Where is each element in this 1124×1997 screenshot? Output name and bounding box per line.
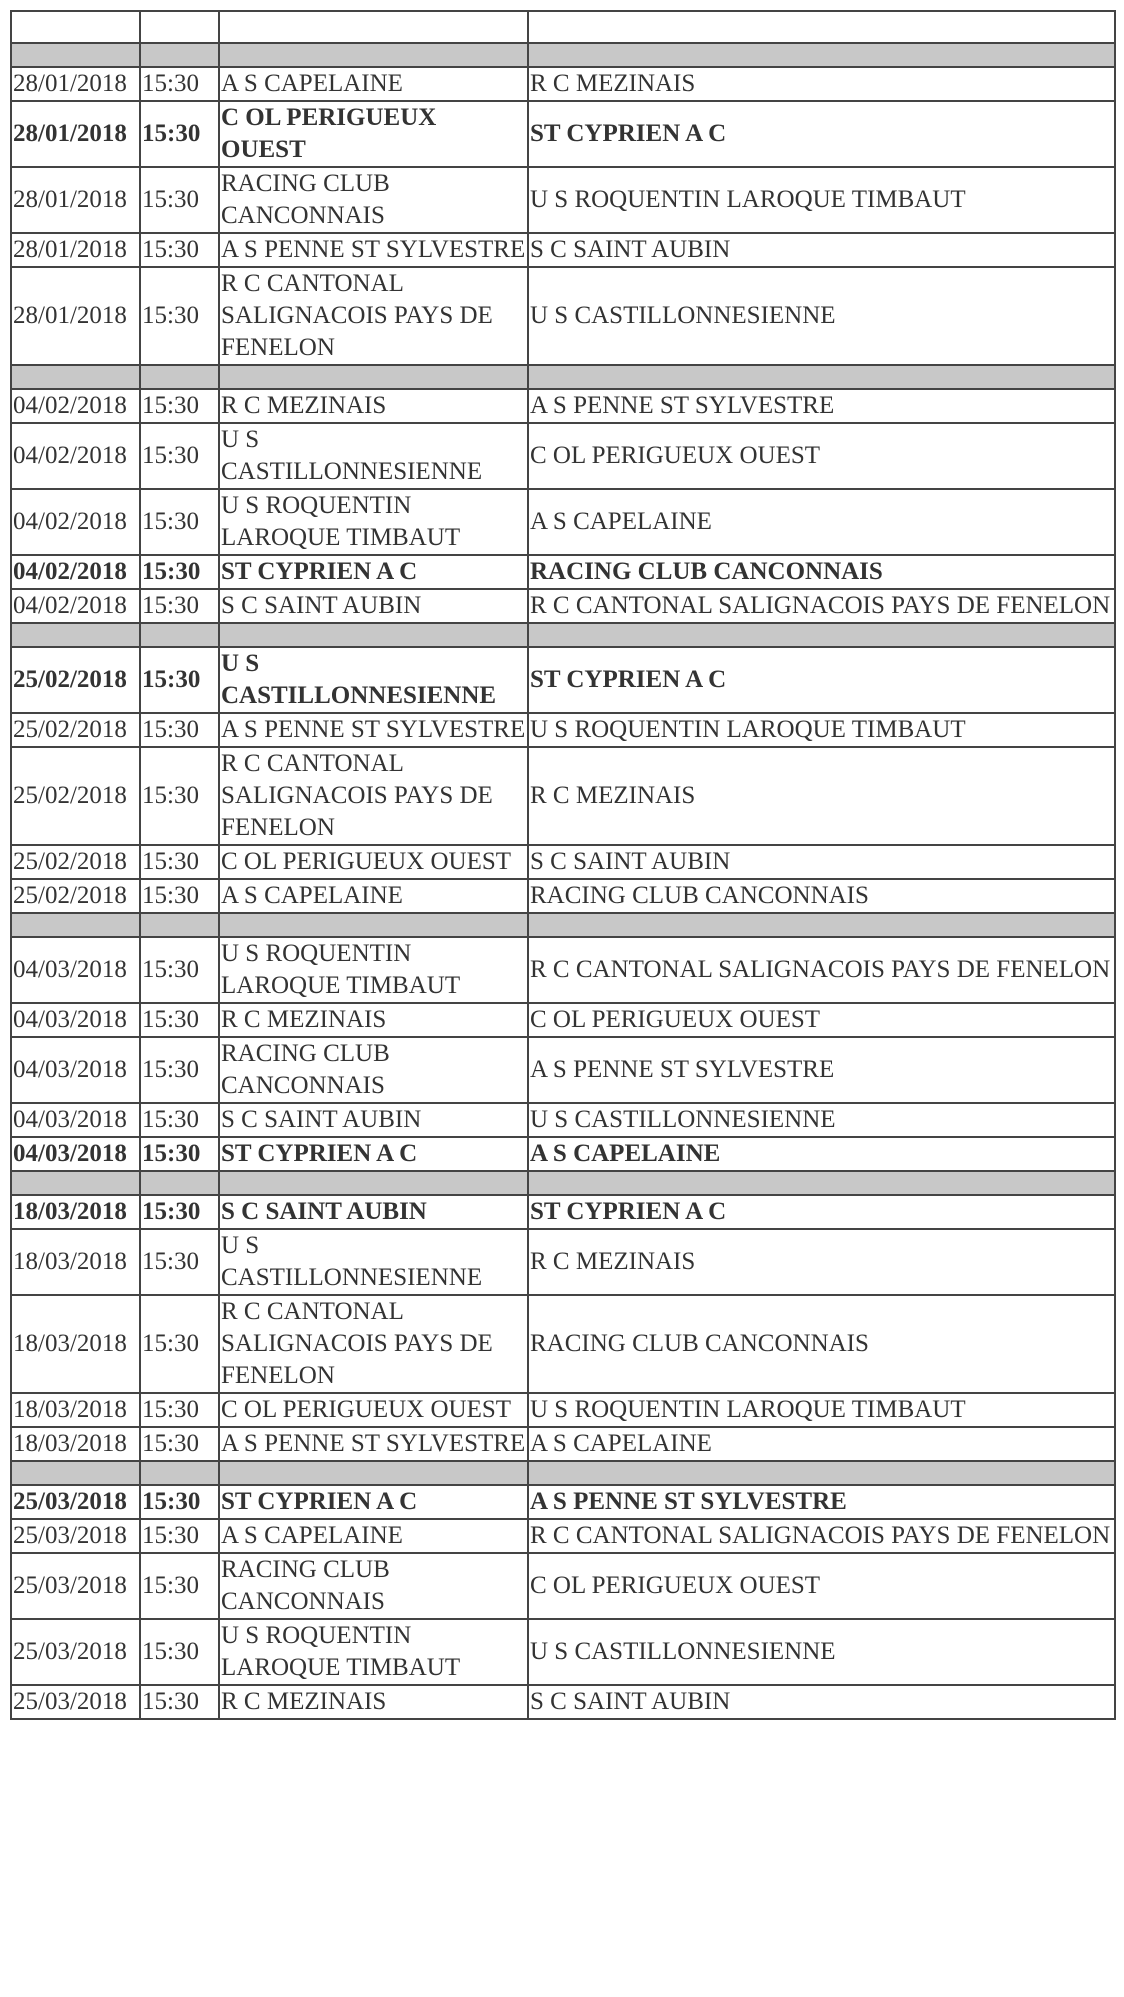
separator-cell: [219, 1461, 528, 1485]
home-team: U S ROQUENTIN LAROQUE TIMBAUT: [219, 1619, 528, 1685]
match-date: 28/01/2018: [11, 67, 140, 101]
match-date: 25/03/2018: [11, 1485, 140, 1519]
match-time: 15:30: [140, 1427, 219, 1461]
round-separator-row: [11, 1461, 1115, 1485]
home-team: A S PENNE ST SYLVESTRE: [219, 233, 528, 267]
header-cell-date: [11, 11, 140, 43]
match-row: [11, 879, 1115, 913]
match-row: [11, 1393, 1115, 1427]
away-team: RACING CLUB CANCONNAIS: [528, 555, 1115, 589]
away-team: U S ROQUENTIN LAROQUE TIMBAUT: [528, 167, 1115, 233]
match-date: 04/03/2018: [11, 1003, 140, 1037]
separator-cell: [140, 365, 219, 389]
match-time: 15:30: [140, 1553, 219, 1619]
header-row: [11, 11, 1115, 43]
match-time: 15:30: [140, 167, 219, 233]
home-team: A S PENNE ST SYLVESTRE: [219, 1427, 528, 1461]
match-time: 15:30: [140, 1137, 219, 1171]
away-team: R C CANTONAL SALIGNACOIS PAYS DE FENELON: [528, 937, 1115, 1003]
match-date: 25/02/2018: [11, 647, 140, 713]
home-team: U S CASTILLONNESIENNE: [219, 1229, 528, 1295]
match-row: [11, 1137, 1115, 1171]
home-team: ST CYPRIEN A C: [219, 555, 528, 589]
match-date: 28/01/2018: [11, 267, 140, 365]
away-team: RACING CLUB CANCONNAIS: [528, 879, 1115, 913]
home-team: R C MEZINAIS: [219, 389, 528, 423]
separator-cell: [219, 1171, 528, 1195]
away-team: A S CAPELAINE: [528, 489, 1115, 555]
match-row: [11, 167, 1115, 233]
match-time: 15:30: [140, 589, 219, 623]
match-row: [11, 1195, 1115, 1229]
away-team: U S ROQUENTIN LAROQUE TIMBAUT: [528, 713, 1115, 747]
round-separator-row: [11, 913, 1115, 937]
match-date: 04/02/2018: [11, 389, 140, 423]
match-date: 04/03/2018: [11, 1137, 140, 1171]
match-time: 15:30: [140, 1519, 219, 1553]
match-date: 04/03/2018: [11, 1103, 140, 1137]
away-team: A S PENNE ST SYLVESTRE: [528, 1037, 1115, 1103]
match-row: [11, 555, 1115, 589]
away-team: R C MEZINAIS: [528, 747, 1115, 845]
match-date: 25/03/2018: [11, 1553, 140, 1619]
match-time: 15:30: [140, 937, 219, 1003]
separator-cell: [528, 623, 1115, 647]
separator-cell: [528, 365, 1115, 389]
match-date: 18/03/2018: [11, 1393, 140, 1427]
header-cell-away: [528, 11, 1115, 43]
fixtures-table-body: [11, 11, 1115, 1719]
home-team: RACING CLUB CANCONNAIS: [219, 1037, 528, 1103]
away-team: U S CASTILLONNESIENNE: [528, 1103, 1115, 1137]
home-team: R C CANTONAL SALIGNACOIS PAYS DE FENELON: [219, 747, 528, 845]
match-time: 15:30: [140, 879, 219, 913]
match-time: 15:30: [140, 845, 219, 879]
away-team: S C SAINT AUBIN: [528, 1685, 1115, 1719]
match-row: [11, 267, 1115, 365]
match-date: 04/02/2018: [11, 489, 140, 555]
header-cell-home: [219, 11, 528, 43]
match-row: [11, 845, 1115, 879]
round-separator-row: [11, 365, 1115, 389]
home-team: C OL PERIGUEUX OUEST: [219, 101, 528, 167]
away-team: A S CAPELAINE: [528, 1137, 1115, 1171]
match-date: 28/01/2018: [11, 167, 140, 233]
home-team: R C MEZINAIS: [219, 1003, 528, 1037]
round-separator-row: [11, 43, 1115, 67]
match-row: [11, 1485, 1115, 1519]
match-time: 15:30: [140, 233, 219, 267]
home-team: U S CASTILLONNESIENNE: [219, 423, 528, 489]
home-team: U S ROQUENTIN LAROQUE TIMBAUT: [219, 937, 528, 1003]
match-date: 25/03/2018: [11, 1519, 140, 1553]
separator-cell: [219, 913, 528, 937]
match-row: [11, 1553, 1115, 1619]
away-team: R C CANTONAL SALIGNACOIS PAYS DE FENELON: [528, 1519, 1115, 1553]
separator-cell: [140, 1461, 219, 1485]
match-date: 04/02/2018: [11, 423, 140, 489]
match-date: 18/03/2018: [11, 1195, 140, 1229]
separator-cell: [140, 623, 219, 647]
match-row: [11, 1295, 1115, 1393]
separator-cell: [11, 43, 140, 67]
match-date: 04/03/2018: [11, 937, 140, 1003]
match-date: 04/02/2018: [11, 589, 140, 623]
home-team: RACING CLUB CANCONNAIS: [219, 167, 528, 233]
home-team: R C CANTONAL SALIGNACOIS PAYS DE FENELON: [219, 267, 528, 365]
match-time: 15:30: [140, 267, 219, 365]
match-row: [11, 423, 1115, 489]
match-row: [11, 67, 1115, 101]
match-time: 15:30: [140, 1037, 219, 1103]
match-row: [11, 1037, 1115, 1103]
match-time: 15:30: [140, 489, 219, 555]
home-team: R C MEZINAIS: [219, 1685, 528, 1719]
match-time: 15:30: [140, 1103, 219, 1137]
match-time: 15:30: [140, 389, 219, 423]
home-team: C OL PERIGUEUX OUEST: [219, 845, 528, 879]
away-team: U S CASTILLONNESIENNE: [528, 1619, 1115, 1685]
match-row: [11, 1619, 1115, 1685]
home-team: ST CYPRIEN A C: [219, 1485, 528, 1519]
away-team: RACING CLUB CANCONNAIS: [528, 1295, 1115, 1393]
separator-cell: [528, 1461, 1115, 1485]
away-team: R C MEZINAIS: [528, 67, 1115, 101]
home-team: R C CANTONAL SALIGNACOIS PAYS DE FENELON: [219, 1295, 528, 1393]
match-time: 15:30: [140, 747, 219, 845]
separator-cell: [219, 43, 528, 67]
away-team: ST CYPRIEN A C: [528, 647, 1115, 713]
away-team: A S PENNE ST SYLVESTRE: [528, 389, 1115, 423]
match-time: 15:30: [140, 1485, 219, 1519]
home-team: S C SAINT AUBIN: [219, 1195, 528, 1229]
round-separator-row: [11, 1171, 1115, 1195]
match-date: 28/01/2018: [11, 101, 140, 167]
home-team: C OL PERIGUEUX OUEST: [219, 1393, 528, 1427]
match-row: [11, 1427, 1115, 1461]
away-team: S C SAINT AUBIN: [528, 233, 1115, 267]
away-team: A S PENNE ST SYLVESTRE: [528, 1485, 1115, 1519]
match-date: 18/03/2018: [11, 1427, 140, 1461]
home-team: A S CAPELAINE: [219, 67, 528, 101]
match-time: 15:30: [140, 1229, 219, 1295]
match-time: 15:30: [140, 1393, 219, 1427]
match-row: [11, 1229, 1115, 1295]
match-time: 15:30: [140, 713, 219, 747]
match-time: 15:30: [140, 67, 219, 101]
away-team: C OL PERIGUEUX OUEST: [528, 423, 1115, 489]
separator-cell: [140, 1171, 219, 1195]
home-team: A S CAPELAINE: [219, 1519, 528, 1553]
separator-cell: [11, 1171, 140, 1195]
separator-cell: [11, 623, 140, 647]
match-row: [11, 1103, 1115, 1137]
match-date: 18/03/2018: [11, 1229, 140, 1295]
match-row: [11, 937, 1115, 1003]
away-team: A S CAPELAINE: [528, 1427, 1115, 1461]
separator-cell: [219, 365, 528, 389]
separator-cell: [11, 1461, 140, 1485]
match-time: 15:30: [140, 1295, 219, 1393]
round-separator-row: [11, 623, 1115, 647]
home-team: U S CASTILLONNESIENNE: [219, 647, 528, 713]
match-time: 15:30: [140, 1195, 219, 1229]
away-team: ST CYPRIEN A C: [528, 1195, 1115, 1229]
match-date: 04/02/2018: [11, 555, 140, 589]
match-time: 15:30: [140, 423, 219, 489]
header-cell-time: [140, 11, 219, 43]
match-row: [11, 589, 1115, 623]
match-time: 15:30: [140, 647, 219, 713]
separator-cell: [528, 1171, 1115, 1195]
separator-cell: [528, 913, 1115, 937]
match-row: [11, 101, 1115, 167]
home-team: ST CYPRIEN A C: [219, 1137, 528, 1171]
match-row: [11, 489, 1115, 555]
match-date: 25/02/2018: [11, 713, 140, 747]
separator-cell: [140, 43, 219, 67]
match-date: 25/02/2018: [11, 845, 140, 879]
match-date: 25/03/2018: [11, 1619, 140, 1685]
away-team: C OL PERIGUEUX OUEST: [528, 1003, 1115, 1037]
fixtures-table: [10, 10, 1116, 1720]
separator-cell: [11, 913, 140, 937]
match-row: [11, 1003, 1115, 1037]
match-time: 15:30: [140, 1619, 219, 1685]
home-team: U S ROQUENTIN LAROQUE TIMBAUT: [219, 489, 528, 555]
match-row: [11, 1519, 1115, 1553]
match-time: 15:30: [140, 101, 219, 167]
match-row: [11, 647, 1115, 713]
match-time: 15:30: [140, 555, 219, 589]
away-team: S C SAINT AUBIN: [528, 845, 1115, 879]
home-team: RACING CLUB CANCONNAIS: [219, 1553, 528, 1619]
match-date: 28/01/2018: [11, 233, 140, 267]
away-team: C OL PERIGUEUX OUEST: [528, 1553, 1115, 1619]
match-time: 15:30: [140, 1685, 219, 1719]
match-date: 25/02/2018: [11, 747, 140, 845]
match-row: [11, 389, 1115, 423]
away-team: U S CASTILLONNESIENNE: [528, 267, 1115, 365]
match-row: [11, 233, 1115, 267]
away-team: R C CANTONAL SALIGNACOIS PAYS DE FENELON: [528, 589, 1115, 623]
match-row: [11, 713, 1115, 747]
away-team: R C MEZINAIS: [528, 1229, 1115, 1295]
away-team: U S ROQUENTIN LAROQUE TIMBAUT: [528, 1393, 1115, 1427]
match-date: 25/03/2018: [11, 1685, 140, 1719]
separator-cell: [528, 43, 1115, 67]
home-team: S C SAINT AUBIN: [219, 589, 528, 623]
home-team: A S PENNE ST SYLVESTRE: [219, 713, 528, 747]
match-date: 25/02/2018: [11, 879, 140, 913]
separator-cell: [11, 365, 140, 389]
away-team: ST CYPRIEN A C: [528, 101, 1115, 167]
separator-cell: [219, 623, 528, 647]
match-date: 04/03/2018: [11, 1037, 140, 1103]
home-team: A S CAPELAINE: [219, 879, 528, 913]
match-time: 15:30: [140, 1003, 219, 1037]
separator-cell: [140, 913, 219, 937]
home-team: S C SAINT AUBIN: [219, 1103, 528, 1137]
match-row: [11, 747, 1115, 845]
match-date: 18/03/2018: [11, 1295, 140, 1393]
match-row: [11, 1685, 1115, 1719]
